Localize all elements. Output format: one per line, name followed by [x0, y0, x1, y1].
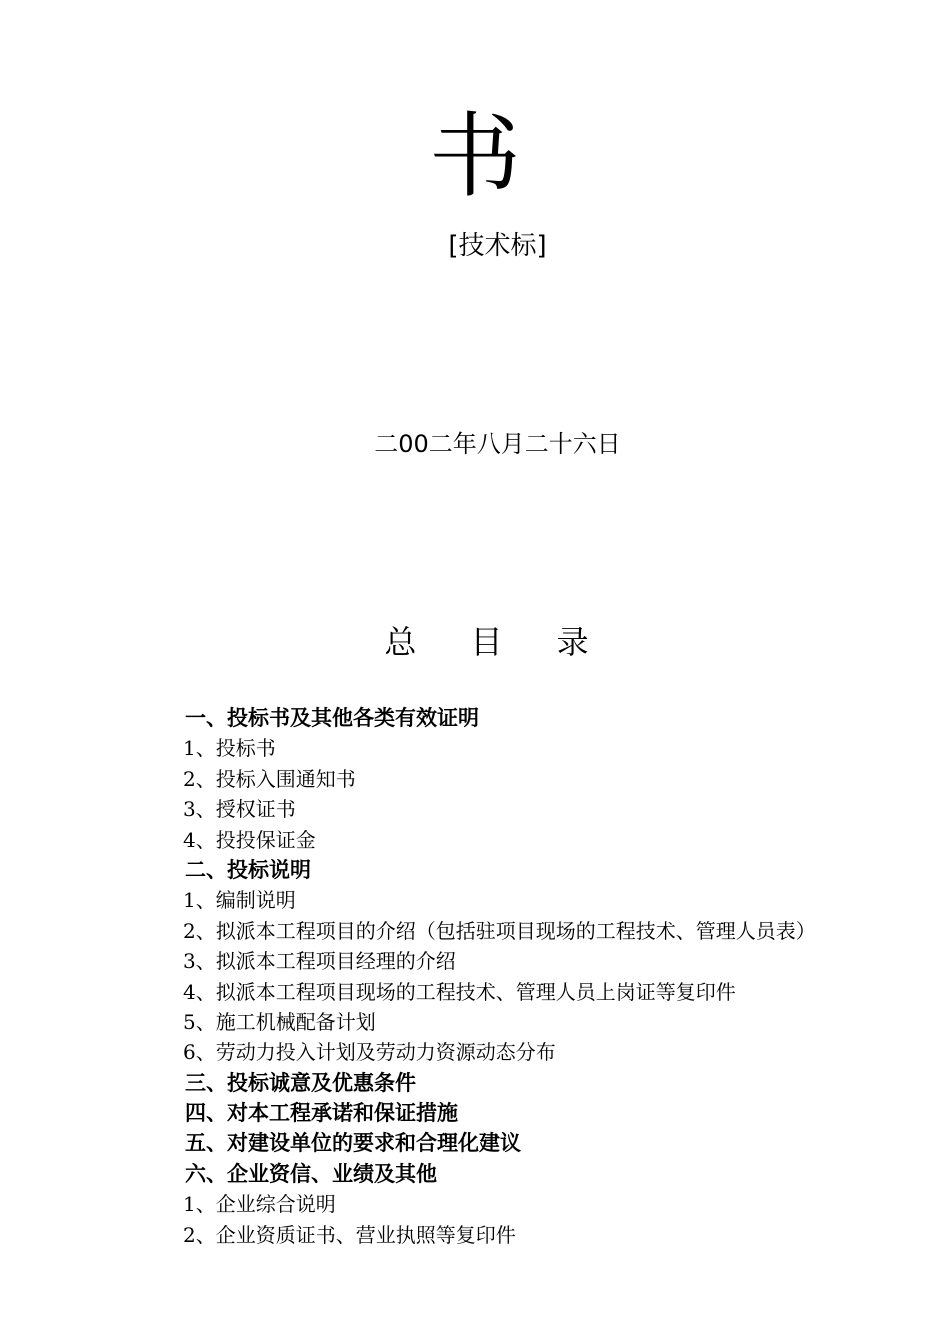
toc-item: 4、投投保证金	[183, 827, 316, 852]
toc-item: 3、授权证书	[183, 797, 296, 822]
toc-title: 总 目 录	[384, 623, 611, 661]
toc-item: 4、拟派本工程项目现场的工程技术、管理人员上岗证等复印件	[183, 979, 736, 1004]
toc-item: 1、投标书	[183, 736, 276, 761]
toc-section: 六、企业资信、业绩及其他	[185, 1161, 437, 1186]
toc-item: 1、编制说明	[183, 888, 296, 913]
toc-list	[183, 703, 923, 1250]
toc-section: 四、对本工程承诺和保证措施	[185, 1101, 458, 1126]
cover-title-character: 书	[428, 103, 521, 210]
toc-item: 1、企业综合说明	[183, 1192, 336, 1217]
toc-item: 2、拟派本工程项目的介绍（包括驻项目现场的工程技术、管理人员表）	[183, 918, 816, 943]
toc-section: 三、投标诚意及优惠条件	[185, 1070, 416, 1095]
toc-item: 5、施工机械配备计划	[183, 1009, 376, 1034]
cover-date: 二00二年八月二十六日	[374, 430, 621, 458]
cover-subtitle: [技术标]	[448, 231, 547, 261]
toc-item: 3、拟派本工程项目经理的介绍	[183, 949, 456, 974]
toc-section: 二、投标说明	[185, 857, 311, 882]
toc-section: 一、投标书及其他各类有效证明	[185, 706, 479, 730]
toc-item: 2、企业资质证书、营业执照等复印件	[183, 1222, 516, 1247]
toc-section: 五、对建设单位的要求和合理化建议	[185, 1131, 521, 1156]
toc-item: 2、投标入围通知书	[183, 766, 356, 791]
toc-item: 6、劳动力投入计划及劳动力资源动态分布	[183, 1040, 556, 1065]
